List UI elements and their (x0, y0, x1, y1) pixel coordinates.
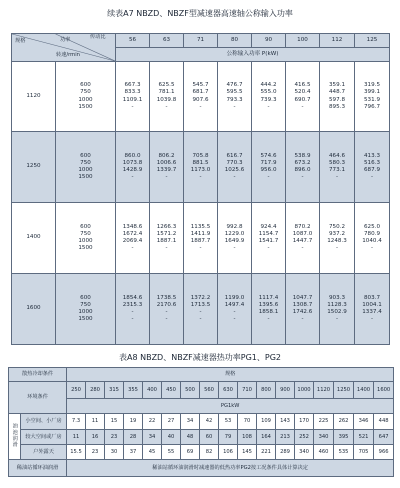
value-cell: 574.6 717.9 956.0 - (252, 132, 286, 203)
value-cell: 625.5 781.1 1039.8 - (150, 62, 184, 132)
value-cell: 806.2 1006.6 1339.7 - (150, 132, 184, 203)
pg1-value: 22 (143, 414, 162, 429)
header-guige: 规格 (15, 38, 26, 44)
ratio-header: 63 (150, 34, 184, 48)
pg1-value: 28 (124, 429, 143, 444)
pg1-value: 535 (334, 444, 354, 459)
ratio-header: 100 (286, 34, 320, 48)
pg1-value: 289 (276, 444, 295, 459)
value-cell: 992.8 1229.0 1649.9 - (218, 203, 252, 274)
footer-label: 稀油站循环油润滑 (9, 460, 67, 477)
table-a7 (11, 33, 390, 345)
pg1-value: 395 (334, 429, 354, 444)
speed-cell: 600 750 1000 1500 (56, 274, 116, 345)
value-cell: 803.7 1004.1 1337.4 - (355, 274, 390, 345)
ratio-header: 90 (252, 34, 286, 48)
pg1-value: 55 (162, 444, 181, 459)
speed-cell: 600 750 1000 1500 (56, 132, 116, 203)
pg1-value: 106 (219, 444, 238, 459)
size-header: 1120 (314, 382, 334, 399)
pg1-value: 15 (105, 414, 124, 429)
pg1-value: 705 (354, 444, 374, 459)
ratio-header: 125 (355, 34, 390, 48)
size-header: 500 (181, 382, 200, 399)
size-cell: 1400 (12, 203, 56, 274)
pg1-value: 42 (200, 414, 219, 429)
pg1-value: 79 (219, 429, 238, 444)
value-cell: 413.3 516.3 687.9 - (355, 132, 390, 203)
table-a8-title: 表A8 NBZD、NBZF减速器热功率PG1、PG2 (119, 353, 281, 362)
ratio-header: 112 (320, 34, 355, 48)
table-a8 (8, 367, 394, 477)
pg1-value: 340 (295, 444, 314, 459)
pg1-value: 70 (238, 414, 257, 429)
pg1-value: 221 (257, 444, 276, 459)
pg1-value: 252 (295, 429, 314, 444)
header-zhuansu: 转速/rmin (56, 52, 80, 58)
pg1-value: 11 (67, 429, 86, 444)
size-header: 315 (105, 382, 124, 399)
pg1-value: 108 (238, 429, 257, 444)
size-header: 1600 (374, 382, 394, 399)
pg1-value: 448 (374, 414, 394, 429)
size-header: 1250 (334, 382, 354, 399)
value-cell: 444.2 555.0 739.3 - (252, 62, 286, 132)
pg1-value: 521 (354, 429, 374, 444)
pg1-value: 23 (105, 429, 124, 444)
value-cell: 1348.6 1672.4 2069.4 - (116, 203, 150, 274)
ratio-header: 71 (184, 34, 218, 48)
speed-cell: 600 750 1000 1500 (56, 62, 116, 132)
pg1-value: 37 (124, 444, 143, 459)
pg1-value: 34 (143, 429, 162, 444)
size-header: 1400 (354, 382, 374, 399)
group-label: 油池润滑 (9, 414, 21, 460)
env-header: 环境条件 (9, 382, 67, 414)
pg1-value: 170 (295, 414, 314, 429)
value-cell: 1266.3 1571.2 1887.1 - (150, 203, 184, 274)
size-header: 900 (276, 382, 295, 399)
value-cell: 1854.6 2315.3 - - (116, 274, 150, 345)
pg1-value: 23 (86, 444, 105, 459)
value-cell: 319.5 399.1 531.9 796.7 (355, 62, 390, 132)
ratio-header: 56 (116, 34, 150, 48)
pg1-value: 34 (181, 414, 200, 429)
value-cell: 1135.5 1411.9 1887.7 - (184, 203, 218, 274)
size-cell: 1120 (12, 62, 56, 132)
size-cell: 1600 (12, 274, 56, 345)
value-cell: 705.8 881.5 1173.0 - (184, 132, 218, 203)
value-cell: 1738.5 2170.6 - - (150, 274, 184, 345)
size-header: 630 (219, 382, 238, 399)
pg1-value: 7.3 (67, 414, 86, 429)
pg1-value: 145 (238, 444, 257, 459)
value-cell: 870.2 1087.0 1447.7 - (286, 203, 320, 274)
header-gonglv: 功率 (60, 37, 71, 43)
value-cell: 667.3 833.3 1109.1 - (116, 62, 150, 132)
value-cell: 1047.7 1308.7 1742.6 - (286, 274, 320, 345)
pg1-value: 225 (314, 414, 334, 429)
header-chuandongbi: 传动比 (90, 34, 106, 40)
size-header: 400 (143, 382, 162, 399)
size-header: 450 (162, 382, 181, 399)
value-cell: 616.7 770.3 1025.6 - (218, 132, 252, 203)
table-a7-title: 续表A7 NBZD、NBZF型减速器高速轴公称输入功率 (107, 9, 293, 18)
speed-cell: 600 750 1000 1500 (56, 203, 116, 274)
header-diagonal-cell (12, 34, 116, 62)
value-cell: 860.0 1073.8 1428.9 - (116, 132, 150, 203)
size-header: 800 (257, 382, 276, 399)
pg1-value: 15.5 (67, 444, 86, 459)
value-cell: 903.3 1128.3 1502.9 - (320, 274, 355, 345)
value-cell: 476.7 595.5 793.3 - (218, 62, 252, 132)
value-cell: 1199.0 1497.4 - - (218, 274, 252, 345)
size-header: 355 (124, 382, 143, 399)
pg1-value: 53 (219, 414, 238, 429)
pg1-value: 48 (181, 429, 200, 444)
pg1-value: 647 (374, 429, 394, 444)
pg1-value: 60 (200, 429, 219, 444)
value-cell: 416.5 520.4 690.7 - (286, 62, 320, 132)
value-cell: 1117.4 1395.6 1858.1 - (252, 274, 286, 345)
cooling-header: 散热冷却条件 (9, 368, 67, 382)
size-header: 1000 (295, 382, 314, 399)
pg1-value: 262 (334, 414, 354, 429)
pg1-value: 69 (181, 444, 200, 459)
pg1-value: 460 (314, 444, 334, 459)
value-cell: 359.1 448.7 597.8 895.3 (320, 62, 355, 132)
unit-header: PG1kW (67, 398, 394, 413)
value-cell: 538.9 673.2 896.0 - (286, 132, 320, 203)
pg1-value: 82 (200, 444, 219, 459)
pg1-value: 30 (105, 444, 124, 459)
pg1-value: 40 (162, 429, 181, 444)
pg1-value: 346 (354, 414, 374, 429)
size-header: 280 (86, 382, 105, 399)
ratio-header: 80 (218, 34, 252, 48)
pg1-value: 27 (162, 414, 181, 429)
pg1-value: 16 (86, 429, 105, 444)
pg1-value: 109 (257, 414, 276, 429)
size-cell: 1250 (12, 132, 56, 203)
value-cell: 545.7 681.7 907.6 - (184, 62, 218, 132)
env-row-label: 户外露天 (21, 444, 67, 459)
size-header: 250 (67, 382, 86, 399)
unit-row: 公称输入功率 P(kW) (116, 48, 390, 62)
value-cell: 464.6 580.3 773.1 - (320, 132, 355, 203)
pg1-value: 143 (276, 414, 295, 429)
pg1-value: 164 (257, 429, 276, 444)
value-cell: 1372.2 1713.5 - - (184, 274, 218, 345)
value-cell: 750.2 937.2 1248.3 - (320, 203, 355, 274)
pg1-value: 11 (86, 414, 105, 429)
value-cell: 924.4 1154.7 1541.7 - (252, 203, 286, 274)
size-header: 710 (238, 382, 257, 399)
value-cell: 625.0 780.9 1040.4 - (355, 203, 390, 274)
footer-note: 稀油站循环油润滑时减速器的低热功率PG2按工况条件具体计算决定 (67, 460, 394, 477)
pg1-value: 213 (276, 429, 295, 444)
env-row-label: 较大空间或厂房 (21, 429, 67, 444)
pg1-value: 45 (143, 444, 162, 459)
pg1-value: 340 (314, 429, 334, 444)
pg1-value: 19 (124, 414, 143, 429)
size-header: 560 (200, 382, 219, 399)
guige-header: 规格 (67, 368, 394, 382)
pg1-value: 966 (374, 444, 394, 459)
env-row-label: 小空间、小厂房 (21, 414, 67, 429)
